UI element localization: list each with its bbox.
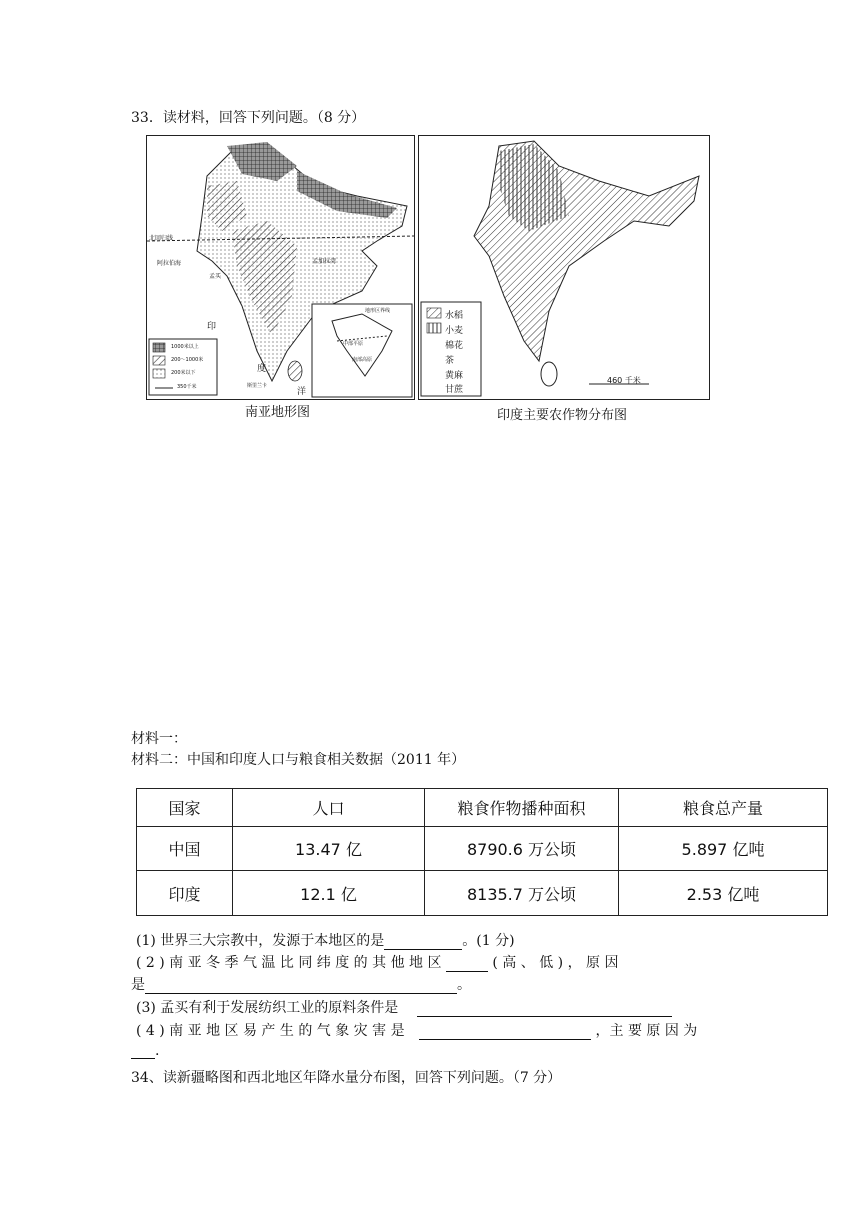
legend-label-high: 1000米以上 [171,344,199,350]
ocean-label-2: 度 [257,364,267,374]
question-3 [136,997,672,1017]
question-4-line-2 [131,1043,159,1059]
ocean-label-1: 印 [207,322,217,332]
mumbai-label: 孟买 [209,273,222,280]
question-2-text: ( 2 ) 南 亚 冬 季 气 温 比 同 纬 度 的 其 他 地 区 [136,955,442,971]
legend-cotton: 棉花 [445,341,464,351]
legend-rice: 水稻 [445,311,464,321]
population-grain-table [136,788,828,916]
question-4-text: ( 4 ) 南 亚 地 区 易 产 生 的 气 象 灾 害 是 [136,1023,405,1039]
sri-lanka-label: 斯里兰卡 [247,383,268,389]
question-33-title: 33．读材料，回答下列问题。（8 分） [131,110,366,126]
question-2-line-2 [131,974,471,994]
inset-central-plain-label: 中部平原 [343,341,364,347]
table-cell: 13.47 亿 [233,827,425,871]
bay-of-bengal-label: 孟加拉湾 [312,258,337,265]
south-asia-terrain-map [146,135,415,400]
legend-jute: 黄麻 [445,371,464,381]
tropic-of-cancer-label: 北回归线 [149,235,174,242]
table-header-cell: 国家 [137,789,233,827]
legend-label-mid: 200～1000米 [171,357,204,363]
question-2-options: ( 高 、 低 ) ， 原 因 [492,955,619,971]
terrain-scale-label: 350千米 [177,384,197,390]
answer-blank-1[interactable] [384,949,462,950]
question-2-reason-label: 是 [131,977,145,993]
question-2-line-1 [136,952,618,972]
answer-blank-4b[interactable] [131,1058,155,1059]
table-cell: 12.1 亿 [233,871,425,916]
answer-blank-2a[interactable] [446,971,488,972]
crops-map-caption: 印度主要农作物分布图 [497,408,628,423]
arabian-sea-label: 阿拉伯海 [157,260,182,267]
table-cell: 8135.7 万公顷 [425,871,619,916]
material-1-label: 材料一： [131,731,187,747]
table-cell: 2.53 亿吨 [619,871,828,916]
question-1 [136,930,515,950]
table-header-cell: 粮食总产量 [619,789,828,827]
crops-scale-label: 460 千米 [607,376,641,385]
crops-map-drawing [419,136,709,399]
table-row [137,827,828,871]
table-cell: 中国 [137,827,233,871]
question-34-title: 34、读新疆略图和西北地区年降水量分布图，回答下列问题。（7 分） [131,1070,562,1086]
question-1-text: (1) 世界三大宗教中，发源于本地区的是 [136,933,385,949]
table-header-row [137,789,828,827]
table-cell: 5.897 亿吨 [619,827,828,871]
legend-sugarcane: 甘蔗 [445,385,464,395]
inset-legend-label: 地形区界线 [365,308,391,314]
terrain-map-caption: 南亚地形图 [245,405,311,420]
ocean-label-3: 洋 [297,387,307,397]
question-2-suffix: 。 [457,977,471,993]
question-4-suffix: . [155,1043,160,1059]
question-4-reason-label: ，主 要 原 因 为 [595,1023,698,1039]
legend-label-low: 200米以下 [171,370,196,376]
legend-wheat: 小麦 [445,326,464,336]
answer-blank-2b[interactable] [145,993,457,994]
question-4-line-1 [136,1020,697,1040]
inset-southern-plateau-label: 南部高原 [352,357,373,363]
india-crops-map [418,135,710,400]
table-cell: 印度 [137,871,233,916]
question-1-suffix: 。(1 分) [462,933,515,949]
table-cell: 8790.6 万公顷 [425,827,619,871]
table-row [137,871,828,916]
question-3-text: (3) 孟买有利于发展纺织工业的原料条件是 [136,1000,399,1016]
legend-tea: 茶 [445,356,455,366]
answer-blank-3[interactable] [417,1016,672,1017]
answer-blank-4a[interactable] [419,1039,591,1040]
table-header-cell: 粮食作物播种面积 [425,789,619,827]
material-2-label: 材料二：中国和印度人口与粮食相关数据（2011 年） [131,752,466,768]
table-header-cell: 人口 [233,789,425,827]
